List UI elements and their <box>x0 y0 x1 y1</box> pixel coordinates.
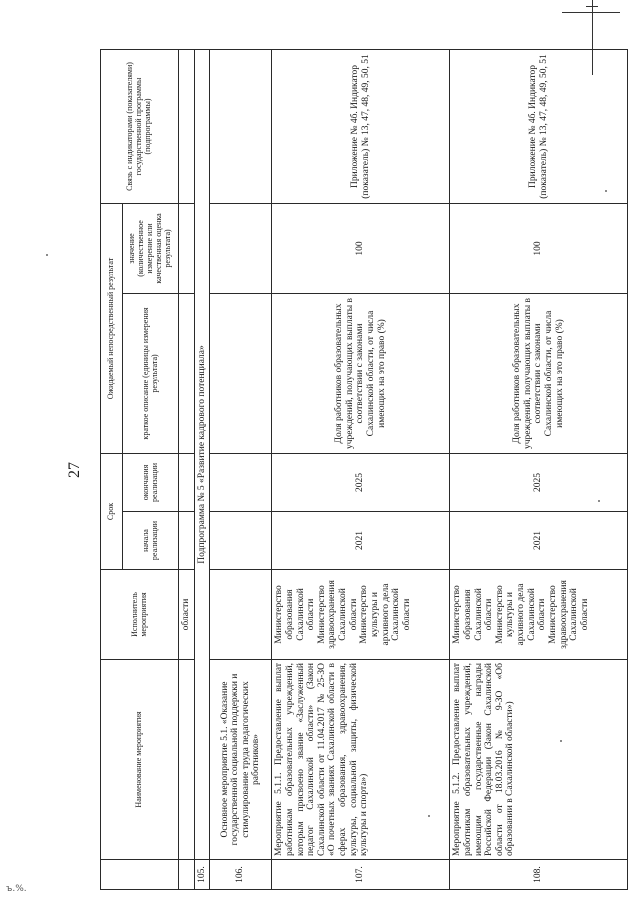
table-row <box>194 49 210 889</box>
table-row <box>272 49 450 889</box>
row-number: 106. <box>210 860 272 890</box>
header-executor: Исполнитель мероприятия <box>101 570 179 660</box>
activity-start: 2021 <box>272 512 450 570</box>
activity-end: 2025 <box>450 453 628 511</box>
activity-indicator-link: Приложение № 4б. Индикатор (показатель) № 13, 47, 48, 49, 50, 51 <box>272 49 450 203</box>
activity-executor: Министерство образования Сахалинской области Министерство культуры и архивного дела Сахалинской области Министерство здравоохранения Сахалинской области <box>450 570 628 660</box>
header-value: значение (количественное измерение или качественная оценка результата) <box>123 203 179 293</box>
scan-mark-cross <box>586 6 598 7</box>
scan-mark-horizontal <box>562 12 620 13</box>
oblast-cell: области <box>179 570 195 660</box>
row-number: 107. <box>272 860 450 890</box>
header-link: Связь с индикаторами (показателями) государственной программы (подпрограммы) <box>101 49 179 203</box>
header-name: Наименование мероприятия <box>101 660 179 860</box>
activity-name: Мероприятие 5.1.2. Предоставление выплат работникам образовательных учреждений, имеющим государственные награды Российской Федерации (Закон Сахалинской области от 18.03.2016 № 9-ЗО «Об образовании в Сахалинской области») <box>450 660 628 860</box>
subprogram-title: Подпрограмма № 5 «Развитие кадрового потенциала» <box>194 49 210 859</box>
activity-indicator-link: Приложение № 4б. Индикатор (показатель) № 13, 47, 48, 49, 50, 51 <box>450 49 628 203</box>
activity-result-brief: Доля работников образовательных учреждений, получающих выплаты в соответствии с законами Сахалинской области, от числа имеющих на это право (%) <box>272 293 450 453</box>
activity-name: Основное мероприятие 5.1. «Оказание государственной социальной поддержки и стимулирование труда педагогических работников» <box>210 660 272 860</box>
activities-table <box>100 49 628 890</box>
header-end: окончания реализации <box>123 453 179 511</box>
header-brief: краткое описание (единицы измерения результата) <box>123 293 179 453</box>
row-number: 108. <box>450 860 628 890</box>
header-num <box>101 860 179 890</box>
header-term: Срок <box>101 453 123 569</box>
activity-result-brief: Доля работников образовательных учреждений, получающих выплаты в соответствии с законами Сахалинской области, от числа имеющих на это право (%) <box>450 293 628 453</box>
header-start: начала реализации <box>123 512 179 570</box>
activity-result-value: 100 <box>272 203 450 293</box>
page-number: 27 <box>66 462 83 478</box>
table-row <box>210 49 272 889</box>
rotated-page <box>66 50 590 890</box>
activity-name: Мероприятие 5.1.1. Предоставление выплат работникам образовательных учреждений, которым присвоено звание «Заслуженный педагог Сахалинской области» (Закон Сахалинской области от 11.04.2017 № 25-ЗО «О почетных званиях Сахалинской области в сферах образования, здравоохранения, культуры, социальной защиты, физической культуры и спорта») <box>272 660 450 860</box>
activity-executor: Министерство образования Сахалинской области Министерство здравоохранения Сахалинской области Министерство культуры и архивного дела Сахалинской области <box>272 570 450 660</box>
header-row-1 <box>101 49 123 889</box>
oblast-row <box>179 49 195 889</box>
scan-corner-mark: ъ.%. <box>6 884 27 894</box>
activity-result-value: 100 <box>450 203 628 293</box>
activity-start: 2021 <box>450 512 628 570</box>
row-number: 105. <box>194 860 210 890</box>
scan-dot <box>46 254 48 256</box>
table-row <box>450 49 628 889</box>
activity-end: 2025 <box>272 453 450 511</box>
header-expected: Ожидаемый непосредственный результат <box>101 203 123 453</box>
